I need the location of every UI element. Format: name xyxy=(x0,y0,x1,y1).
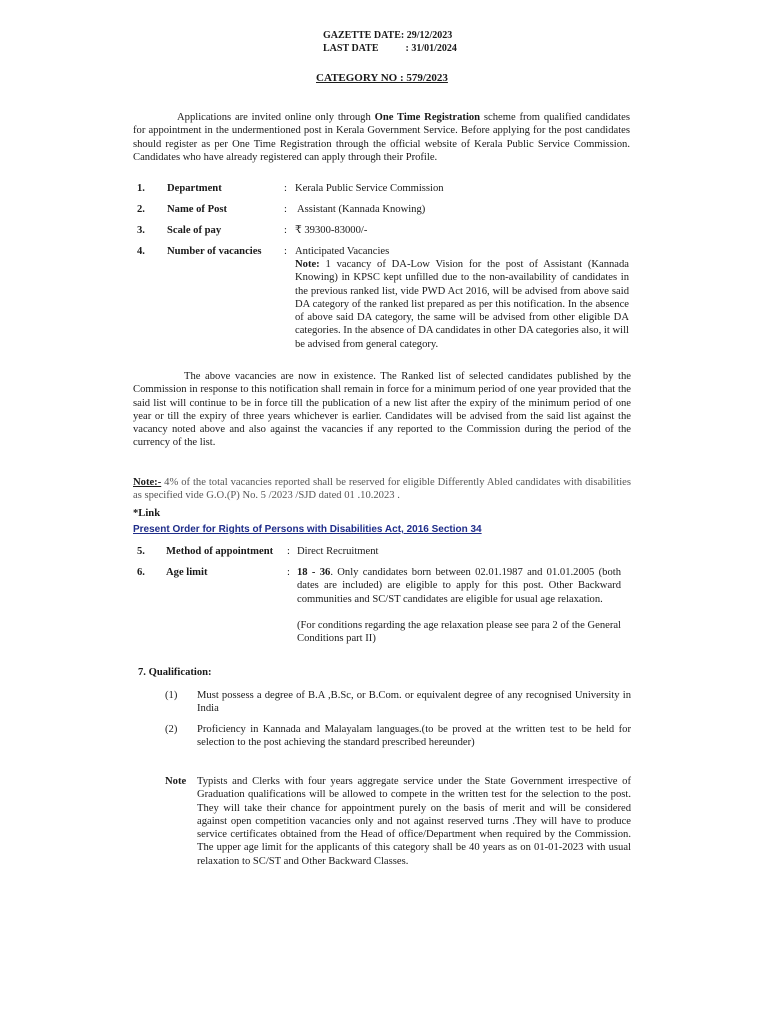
pwd-act-link[interactable]: Present Order for Rights of Persons with Disabilities Act, 2016 Section 34 xyxy=(133,524,482,535)
last-date-value: : 31/01/2024 xyxy=(405,43,457,54)
detail-3-value: ₹ 39300-83000/- xyxy=(295,225,368,236)
detail-1-label: Department xyxy=(167,183,222,194)
intro-text-1: Applications are invited online only through xyxy=(177,112,375,123)
pwd-note-label: Note:- xyxy=(133,477,162,488)
qualification-note-label: Note xyxy=(165,776,187,787)
detail-4-num: 4. xyxy=(137,246,145,257)
age-range: 18 - 36 xyxy=(297,567,331,578)
detail-4-label: Number of vacancies xyxy=(167,246,262,257)
detail-2-num: 2. xyxy=(137,204,145,215)
qualification-heading: 7. Qualification: xyxy=(138,667,212,678)
pwd-note-text: 4% of the total vacancies reported shall be reserved for eligible Differently Abled candidates with disabilities as specified vide G.O.(P) No. 5 /2023 /SJD dated 01 .10.2023 . xyxy=(133,477,631,502)
qualification-1-text: Must possess a degree of B.A ,B.Sc, or B.Com. or equivalent degree of any recognised University in India xyxy=(197,690,631,715)
detail-6-num: 6. xyxy=(137,567,145,578)
qualification-2-text: Proficiency in Kannada and Malayalam languages.(to be proved at the written test to be held for selection to the post achieving the standard prescribed hereunder) xyxy=(197,724,631,749)
age-limit-value xyxy=(297,566,621,606)
link-label: *Link xyxy=(133,508,161,519)
intro-bold: One Time Registration xyxy=(374,112,481,123)
qualification-note-text: Typists and Clerks with four years aggregate service under the State Government irrespective of Graduation qualifications will be allowed to compete in the written test for the selection to the post. They will take their chance for appointment purely on the basis of merit and will be considered against open competition vacancies only and not against reserved turns .They will have to produce service certificates obtained from the Head of office/Department when required by the Commission. The upper age limit for the applicants of this category shall be 40 years as on 01-01-2023 with usual relaxation to SC/ST and Other Backward Classes. xyxy=(197,776,631,867)
age-relaxation-note: (For conditions regarding the age relaxation please see para 2 of the General Conditions part II) xyxy=(297,620,621,645)
vacancy-note-label: Note: xyxy=(295,259,320,270)
detail-1-sep: : xyxy=(284,183,287,194)
last-date-label: LAST DATE xyxy=(323,43,379,54)
qualification-1-num: (1) xyxy=(165,690,178,701)
intro-paragraph xyxy=(133,111,630,164)
detail-2-label: Name of Post xyxy=(167,204,228,215)
detail-2-value: Assistant (Kannada Knowing) xyxy=(297,204,426,215)
age-limit-text: . Only candidates born between 02.01.1987 and 01.01.2005 (both dates are included) are eligible to apply for this post. Other Backward communities and SC/ST candidates are eligible for usual age relaxation. xyxy=(297,567,621,605)
category-number: CATEGORY NO : 579/2023 xyxy=(316,72,448,84)
detail-3-num: 3. xyxy=(137,225,145,236)
detail-2-sep: : xyxy=(284,204,287,215)
pwd-note xyxy=(133,476,631,503)
detail-3-sep: : xyxy=(284,225,287,236)
detail-6-label: Age limit xyxy=(166,567,208,578)
detail-5-num: 5. xyxy=(137,546,145,557)
vacancy-note-text: 1 vacancy of DA-Low Vision for the post of Assistant (Kannada Knowing) in KPSC kept unfilled due to the non-availability of candidates in the previous ranked list, vide PWD Act 2016, will be advised from above said DA category of the ranked list prepared as per this notification. In the absence of above said DA category, the same will be advised from other eligible DA categories. In the absence of DA candidates in other DA categories also, it will be advised from general category. xyxy=(295,259,629,350)
intro-text-2: scheme from qualified candidates for appointment in the undermentioned post in Kerala Government Service. Before applying for the post candidates should register as per One Time Registration through the official website of Kerala Public Service Commission. Candidates who have already registered can apply through their Profile. xyxy=(133,112,631,163)
detail-4-value: Anticipated Vacancies xyxy=(295,246,390,257)
detail-6-sep: : xyxy=(287,567,290,578)
detail-1-num: 1. xyxy=(137,183,145,194)
detail-4-sep: : xyxy=(284,246,287,257)
qualification-2-num: (2) xyxy=(165,724,178,735)
detail-1-value: Kerala Public Service Commission xyxy=(295,183,444,194)
detail-5-value: Direct Recruitment xyxy=(297,546,379,557)
gazette-date: GAZETTE DATE: 29/12/2023 xyxy=(323,30,453,41)
detail-5-sep: : xyxy=(287,546,290,557)
ranked-list-paragraph: The above vacancies are now in existence. The Ranked list of selected candidates published by the Commission in response to this notification shall remain in force for a minimum period of one year provided that the said list will continue to be in force till the publication of a new list after the expiry of the minimum period of one year or till the expiry of three years whichever is earlier. Candidates will be advised from the said list against the vacancy noted above and also against the vacancies if any reported to the Commission during the period of the currency of the list. xyxy=(133,371,631,449)
detail-5-label: Method of appointment xyxy=(166,546,274,557)
last-date xyxy=(323,42,463,55)
detail-3-label: Scale of pay xyxy=(167,225,222,236)
vacancy-note xyxy=(295,258,629,351)
